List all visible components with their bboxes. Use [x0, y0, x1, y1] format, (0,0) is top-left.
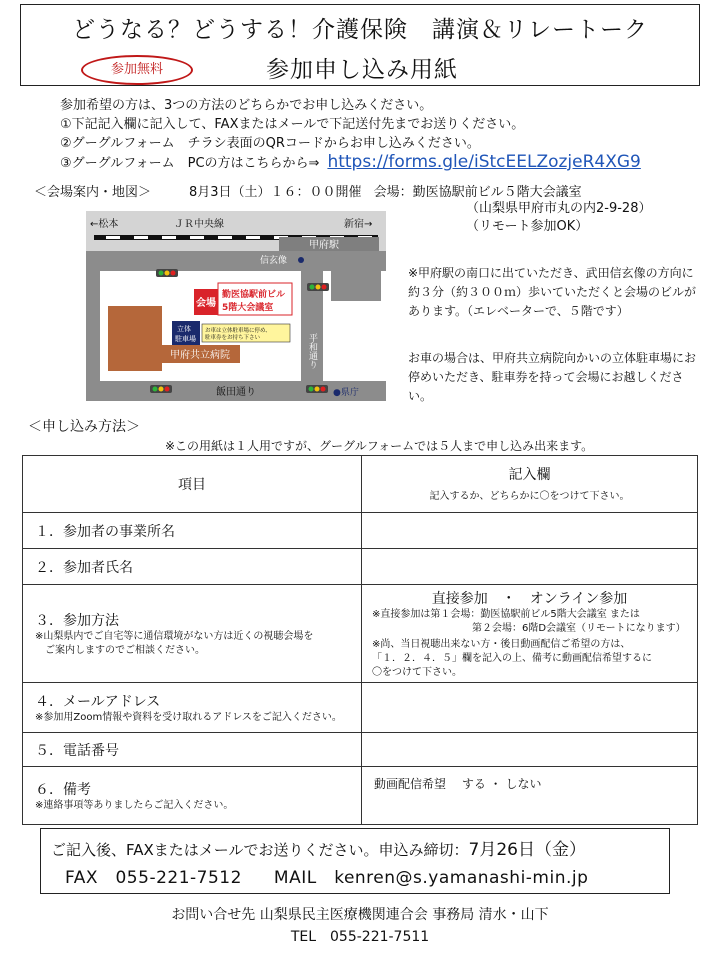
row-office-label: １．参加者の事業所名 — [23, 513, 362, 549]
map-label-parking1: 立体 — [177, 325, 191, 333]
remote-ok: （リモート参加OK） — [466, 219, 589, 234]
fax-mail-line — [65, 863, 588, 888]
email-field[interactable] — [362, 683, 698, 733]
submission-instruction — [51, 835, 586, 860]
map-label-heiwa-street: 平和通り — [307, 333, 317, 369]
venue-place: 会場：勤医協駅前ビル５階大会議室 — [373, 185, 582, 200]
row-name-label: ２．参加者氏名 — [23, 549, 362, 585]
intro-option-2: ②グーグルフォーム チラシ表面のQRコードからお申し込みください。 — [60, 136, 480, 151]
participant-name-field[interactable] — [362, 549, 698, 585]
map-label-venue-tag: 会場 — [196, 298, 216, 309]
map-label-parking2: 駐車場 — [175, 335, 196, 343]
contact-line: お問い合せ先 山梨県民主医療機関連合会 事務局 清水・山下 — [171, 907, 549, 923]
table-header-row — [23, 456, 698, 513]
method-entry-note3: ※尚、当日視聴出来ない方・後日動画配信ご希望の方は、 — [372, 638, 631, 650]
table-row — [23, 513, 698, 549]
map-label-matsumoto: ←松本 — [90, 219, 119, 230]
map-parking-note1: お車は立体駐車場に停め、 — [205, 328, 271, 334]
row-email-label: ４．メールアドレス — [35, 693, 161, 710]
map-label-venue-name1: 勤医協駅前ビル — [222, 290, 286, 300]
table-row — [23, 767, 698, 825]
submission-box — [40, 828, 670, 894]
map-label-prefecture-office: ●県庁 — [333, 388, 359, 398]
row-email-note: ※参加用Zoom情報や資料を受け取れるアドレスをご記入ください。 — [35, 711, 342, 723]
intro-lead: 参加希望の方は、3つの方法のどちらかでお申し込みください。 — [60, 98, 433, 113]
row-phone-label: ５．電話番号 — [23, 733, 362, 767]
method-entry-note5: 〇をつけて下さい。 — [372, 666, 462, 678]
table-row — [23, 549, 698, 585]
table-row — [23, 585, 698, 683]
deadline-date: 7月26日（金） — [468, 840, 586, 860]
row-method-cell — [23, 585, 362, 683]
participation-method-field[interactable] — [362, 585, 698, 683]
venue-label: ＜会場案内・地図＞ — [34, 185, 152, 200]
method-entry-note4: 「１．２．４．５」欄を記入の上、備考に動画配信希望するに — [372, 652, 652, 664]
venue-map — [86, 211, 386, 401]
map-label-shingen-statue: 信玄像 — [260, 256, 288, 266]
table-row — [23, 733, 698, 767]
row-method-note1: ※山梨県内でご自宅等に通信環境がない方は近くの視聴会場を — [35, 630, 314, 642]
col-entry-note: 記入するか、どちらかに〇をつけて下さい。 — [429, 491, 630, 502]
contact-info — [0, 904, 720, 948]
map-label-iida-street: 飯田通り — [216, 387, 256, 398]
map-label-jr-line: ＪＲ中央線 — [174, 219, 224, 230]
map-label-venue-name2: 5階大会議室 — [222, 303, 274, 313]
contact-tel: TEL 055-221-7511 — [290, 929, 430, 945]
table-row — [23, 683, 698, 733]
intro-option-1: ①下記記入欄に記入して、FAXまたはメールで下記送付先までお送りください。 — [60, 117, 525, 132]
method-heading: ＜申し込み方法＞ — [28, 419, 140, 435]
row-remarks-note: ※連絡事項等ありましたらご記入ください。 — [35, 799, 234, 811]
page-title: どうなる？どうする！介護保険 講演＆リレートーク — [72, 17, 648, 43]
participation-choice[interactable]: 直接参加 ・ オンライン参加 — [431, 590, 628, 607]
map-label-shinjuku: 新宿→ — [344, 219, 373, 230]
google-form-link[interactable]: https://forms.gle/iStcEELZozjeR4XG9 — [327, 152, 641, 172]
col-entry-header — [362, 456, 698, 513]
map-parking-note2: 駐車券をお持ち下さい — [205, 335, 261, 341]
method-note: ※この用紙は１人用ですが、グーグルフォームでは５人まで申し込み出来ます。 — [165, 439, 594, 453]
application-form-table — [22, 455, 698, 825]
row-email-cell — [23, 683, 362, 733]
method-entry-note2: 第２会場：6階D会議室（リモートになります） — [472, 622, 686, 634]
walking-directions: ※甲府駅の南口に出ていただき、武田信玄像の方向に約３分（約３００ｍ）歩いていただくと会場のビルがあります。（エレベーターで、５階です） — [408, 266, 697, 318]
fax-number: FAX 055-221-7512 — [65, 868, 242, 888]
intro-instructions — [60, 96, 641, 173]
venue-address: （山梨県甲府市丸の内2-9-28） — [466, 201, 652, 216]
free-badge: 参加無料 — [81, 55, 193, 85]
row-remarks-label: ６．備考 — [35, 781, 91, 798]
row-remarks-cell — [23, 767, 362, 825]
venue-line — [34, 181, 582, 200]
page-subtitle: 参加申し込み用紙 — [266, 57, 458, 83]
col-item-header: 項目 — [23, 456, 362, 513]
car-directions: お車の場合は、甲府共立病院向かいの立体駐車場にお停めいただき、駐車券を持って会場にお越しください。 — [408, 351, 697, 403]
mail-address[interactable]: MAIL kenren@s.yamanashi-min.jp — [273, 868, 589, 888]
intro-option-3: ③グーグルフォーム PCの方はこちらから⇒ — [60, 156, 320, 171]
phone-field[interactable] — [362, 733, 698, 767]
col-entry-title: 記入欄 — [508, 467, 551, 483]
title-box — [20, 4, 700, 86]
row-method-label: ３．参加方法 — [35, 612, 119, 629]
venue-address-block — [466, 200, 651, 236]
event-datetime: 8月3日（土）１６：００開催 — [189, 185, 362, 200]
map-label-kofu-station: 甲府駅 — [309, 240, 339, 251]
row-method-note2: ご案内しますのでご相談ください。 — [45, 644, 205, 656]
office-name-field[interactable] — [362, 513, 698, 549]
method-entry-note1: ※直接参加は第１会場：勤医協駅前ビル5階大会議室 または — [372, 608, 640, 620]
video-delivery-choice[interactable]: 動画配信希望 する ・ しない — [374, 777, 542, 791]
remarks-field[interactable] — [362, 767, 698, 825]
map-label-hospital: 甲府共立病院 — [170, 350, 230, 361]
submission-text: ご記入後、FAXまたはメールでお送りください。申込み締切： — [51, 841, 469, 859]
